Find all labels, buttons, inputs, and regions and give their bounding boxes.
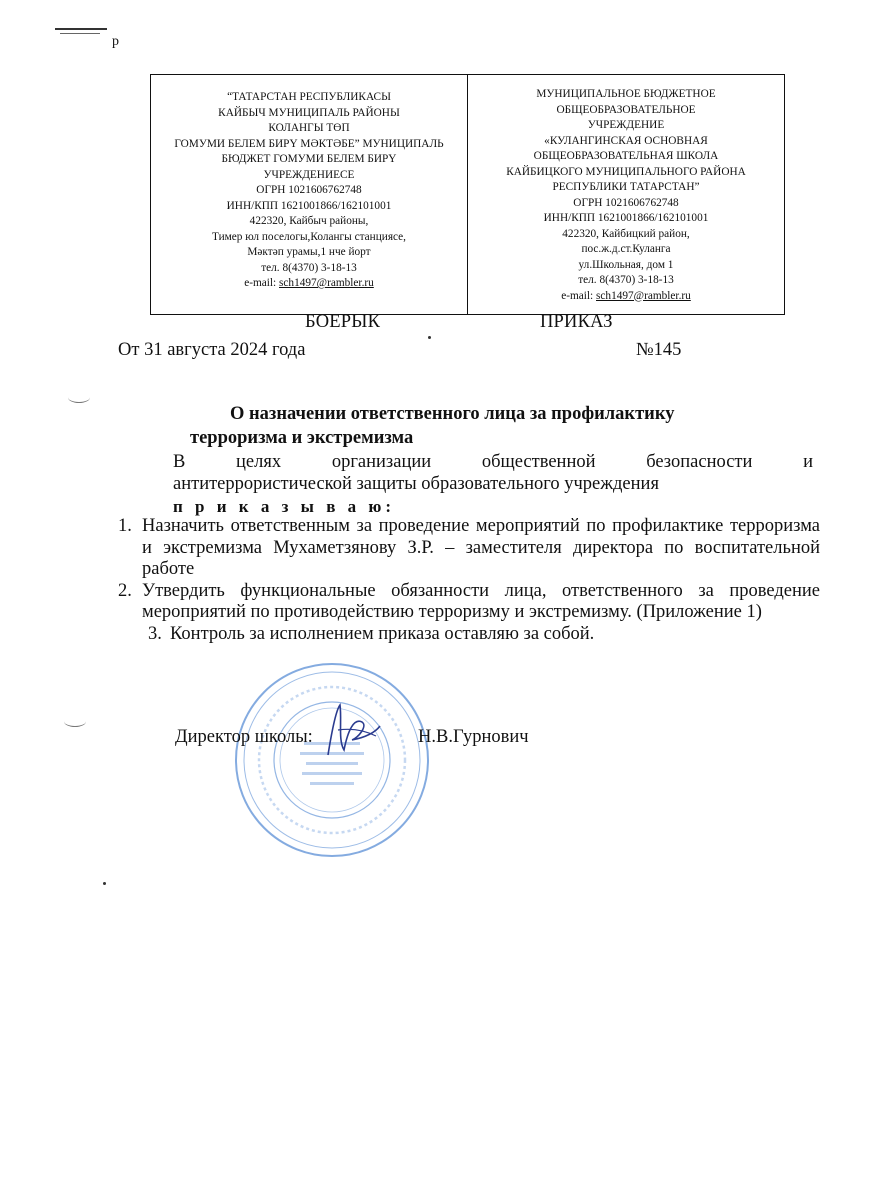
letterhead-line: БЮДЖЕТ ГОМУМИ БЕЛЕМ БИРҮ	[221, 153, 397, 165]
letterhead-line: тел. 8(4370) 3-18-13	[578, 274, 674, 286]
preamble-word: безопасности	[646, 452, 753, 472]
order-date: От 31 августа 2024 года	[118, 340, 306, 360]
letterhead-line: ГОМУМИ БЕЛЕМ БИРҮ МӘКТӘБЕ” МУНИЦИПАЛЬ	[174, 137, 444, 150]
letterhead-line: КАЙБЫЧ МУНИЦИПАЛЬ РАЙОНЫ	[218, 106, 400, 119]
letterhead-line: ОБЩЕОБРАЗОВАТЕЛЬНАЯ ШКОЛА	[533, 150, 719, 162]
letterhead-line: «КУЛАНГИНСКАЯ ОСНОВНАЯ	[544, 134, 708, 147]
orders-heading	[173, 497, 395, 517]
letterhead-line: Тимер юл поселогы,Колангы станциясе,	[211, 230, 407, 243]
email-label: e-mail:	[244, 277, 280, 289]
binder-mark	[64, 716, 86, 727]
letterhead-russian	[468, 75, 784, 314]
letterhead-line: 422320, Кайбицкий район,	[562, 227, 690, 240]
order-items	[118, 516, 820, 645]
letterhead-line: КОЛАНГЫ ТӨП	[268, 122, 350, 134]
letterhead-line: ОГРН 1021606762748	[256, 184, 362, 196]
letterhead-line: ИНН/КПП 1621001866/162101001	[543, 212, 709, 224]
school-seal	[232, 660, 432, 860]
letterhead-email-line	[151, 276, 467, 292]
subject-line: терроризма и экстремизма	[190, 428, 414, 448]
letterhead-email-line	[468, 289, 784, 305]
letterhead-line: ИНН/КПП 1621001866/162101001	[226, 199, 392, 212]
letterhead-line: тел. 8(4370) 3-18-13	[261, 261, 357, 274]
letterhead-line: 422320, Кайбыч районы,	[249, 215, 369, 227]
orders-word: п р и к а з ы в а ю	[173, 497, 386, 516]
order-item-text: Назначить ответственным за проведение мероприятий по профилактике терроризма и экстремизма Мухаметзянову З.Р. – заместителя директора по воспитательной работе	[142, 516, 820, 579]
preamble-word: целях	[236, 452, 282, 472]
preamble-word: В	[173, 452, 186, 472]
scan-artifact	[60, 33, 100, 34]
order-item-text: Контроль за исполнением приказа оставляю за собой.	[170, 623, 595, 644]
scan-artifact	[55, 28, 107, 30]
email-link[interactable]: sch1497@rambler.ru	[596, 289, 691, 302]
email-label: e-mail:	[561, 289, 597, 302]
scan-dot	[428, 336, 431, 339]
scan-dot	[103, 882, 106, 885]
order-number: №145	[636, 340, 682, 360]
letterhead-line: МУНИЦИПАЛЬНОЕ БЮДЖЕТНОЕ	[536, 88, 716, 100]
letterhead-tatar	[151, 75, 468, 314]
order-item-number: 2.	[118, 580, 132, 601]
corner-mark: р	[112, 34, 119, 49]
email-link[interactable]: sch1497@rambler.ru	[279, 277, 374, 289]
preamble-word: и	[803, 452, 813, 472]
preamble-word: организации	[331, 452, 432, 472]
subject-line: О назначении ответственного лица за профилактику	[230, 404, 675, 424]
doc-title-russian: ПРИКАЗ	[540, 312, 613, 332]
preamble-line	[173, 451, 813, 473]
letterhead-line: УЧРЕЖДЕНИЕ	[587, 119, 665, 131]
order-subject	[175, 402, 775, 450]
letterhead-line: РЕСПУБЛИКИ ТАТАРСТАН”	[552, 181, 700, 193]
letterhead-line: Мәктәп урамы,1 нче йорт	[247, 246, 371, 258]
order-item	[118, 624, 820, 646]
order-item	[118, 516, 820, 581]
binder-mark	[68, 392, 90, 403]
preamble	[173, 451, 813, 495]
order-item-text: Утвердить функциональные обязанности лица, ответственного за проведение мероприятий по противодействию терроризму и экстремизму. (Приложение 1)	[142, 580, 820, 622]
doc-title-tatar: БОЕРЫК	[305, 312, 381, 332]
letterhead-line: ОГРН 1021606762748	[573, 196, 679, 209]
director-signature	[318, 700, 388, 760]
order-item	[118, 581, 820, 624]
letterhead-line: КАЙБИЦКОГО МУНИЦИПАЛЬНОГО РАЙОНА	[506, 165, 746, 178]
preamble-word: общественной	[481, 452, 596, 472]
letterhead-table	[150, 74, 785, 315]
preamble-line: антитеррористической защиты образовательного учреждения	[173, 474, 659, 494]
orders-colon: :	[385, 497, 396, 516]
letterhead-line: пос.ж.д.ст.Кулaнга	[581, 243, 671, 255]
director-name: Н.В.Гурнович	[418, 727, 529, 747]
signature-label: Директор школы:	[175, 727, 313, 747]
letterhead-line: ул.Школьная, дом 1	[578, 258, 674, 271]
letterhead-line: “ТАТАРСТАН РЕСПУБЛИКАСЫ	[227, 91, 391, 103]
order-item-number: 3.	[148, 623, 162, 644]
order-item-number: 1.	[118, 516, 132, 536]
letterhead-line: УЧРЕЖДЕНИЕСЕ	[263, 168, 355, 181]
letterhead-line: ОБЩЕОБРАЗОВАТЕЛЬНОЕ	[556, 103, 696, 116]
